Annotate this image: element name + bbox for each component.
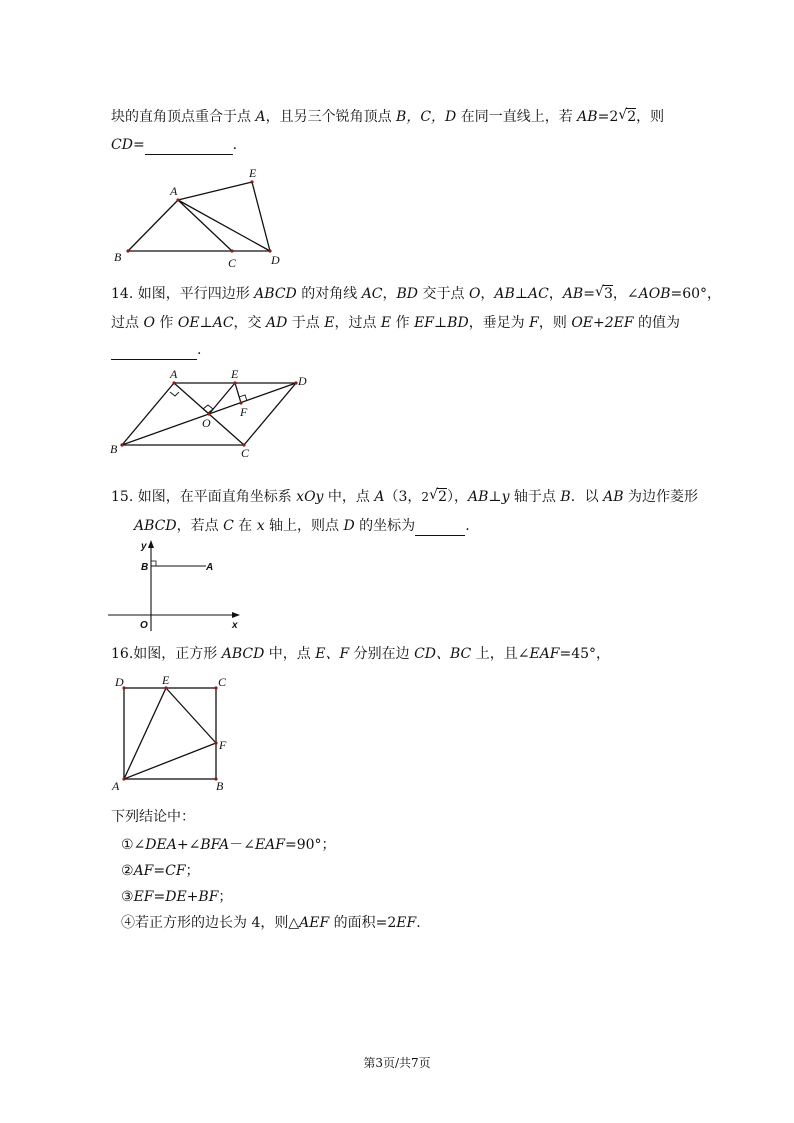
- label-E: E: [249, 166, 257, 180]
- label-y: y: [141, 541, 147, 552]
- text: 作: [391, 315, 415, 331]
- q14-line2: [111, 314, 680, 332]
- math-var: CD: [111, 137, 133, 153]
- text: 轴上，则点: [264, 518, 344, 534]
- page-footer: 第3页/共7页: [363, 1056, 431, 1070]
- label-E: E: [231, 367, 239, 381]
- text: ，: [548, 286, 563, 302]
- math-var: ABCD: [134, 518, 177, 534]
- text: 上，且∠: [471, 646, 530, 662]
- text: =: [132, 137, 145, 153]
- label-A: A: [206, 562, 214, 573]
- math-var: AB: [562, 286, 584, 302]
- text: ③: [121, 889, 134, 905]
- text: ①∠: [121, 837, 146, 853]
- label-C: C: [218, 675, 227, 689]
- q15-figure: [108, 538, 248, 634]
- text: .: [416, 915, 421, 931]
- q15-diagram: [108, 538, 248, 634]
- text: =45°，: [559, 646, 611, 662]
- sqrt: √ 2: [429, 487, 447, 505]
- math-var: D: [343, 518, 355, 534]
- label-D: D: [298, 374, 307, 388]
- text: 块的直角顶点重合于点: [111, 109, 256, 125]
- text: ，若点: [176, 518, 224, 534]
- math-var: AB: [467, 489, 489, 505]
- text: ②: [121, 863, 134, 879]
- label-A: A: [112, 779, 120, 793]
- math-var: BD: [396, 286, 419, 302]
- answer-blank[interactable]: [145, 136, 233, 155]
- text: .: [232, 137, 238, 153]
- math-var: xOy: [296, 489, 324, 505]
- text: 如图，平行四边形: [133, 286, 255, 302]
- text: +∠: [176, 837, 201, 853]
- q14-line1: [111, 285, 721, 303]
- math-var: C: [223, 518, 234, 534]
- math-var: DEA: [145, 837, 177, 853]
- text: 16.如图，正方形: [111, 646, 222, 662]
- math-var: E、F: [315, 646, 350, 662]
- math-var: OE⊥AC: [177, 315, 234, 331]
- q14-line3: [111, 341, 201, 360]
- radicand: 3: [603, 286, 613, 302]
- math-var: y: [501, 489, 510, 505]
- text: 分别在边: [349, 646, 415, 662]
- text: .: [197, 342, 202, 358]
- text: 2: [609, 109, 619, 125]
- math-var: AC: [361, 286, 383, 302]
- q16-line1: [111, 645, 610, 663]
- math-var: AF=CF: [133, 863, 186, 879]
- label-B: B: [114, 250, 122, 264]
- label-E: E: [162, 673, 170, 687]
- text: 的值为: [633, 315, 681, 331]
- text: （3，: [384, 489, 422, 505]
- text: 的对角线: [296, 286, 362, 302]
- text: ．以: [570, 489, 604, 505]
- text: 交于点: [418, 286, 469, 302]
- math-var: EF: [396, 915, 417, 931]
- q15-line1: [111, 488, 698, 506]
- text: ），: [446, 489, 468, 505]
- label-B: B: [110, 442, 118, 456]
- text: ④若正方形的边长为 4，则△: [121, 915, 300, 931]
- label-C: C: [228, 256, 237, 270]
- text: ，且另三个锐角顶点: [265, 109, 397, 125]
- text: =60°，: [670, 286, 722, 302]
- math-var: AOB: [638, 286, 671, 302]
- radicand: 2: [438, 489, 447, 505]
- math-var: AEF: [299, 915, 330, 931]
- label-O: O: [140, 620, 148, 631]
- label-A: A: [170, 367, 178, 381]
- label-A: A: [170, 184, 178, 198]
- text: 的面积=2: [329, 915, 397, 931]
- label-B: B: [141, 562, 149, 573]
- answer-blank[interactable]: [415, 517, 465, 536]
- label-D: D: [271, 253, 280, 267]
- text: ，: [382, 286, 397, 302]
- label-B: B: [216, 779, 224, 793]
- text: ，过点: [334, 315, 381, 331]
- text: =: [583, 286, 595, 302]
- math-var: A: [255, 109, 266, 125]
- text: ；: [218, 889, 233, 905]
- text: 于点: [287, 315, 325, 331]
- text: =: [597, 109, 610, 125]
- text: ，垂足为: [468, 315, 530, 331]
- text: .: [465, 518, 470, 534]
- sqrt: √ 3: [594, 284, 613, 302]
- label-D: D: [115, 675, 124, 689]
- math-var: EAF: [254, 837, 285, 853]
- q16-conclusion-1: [121, 836, 336, 854]
- math-var: x: [256, 518, 265, 534]
- text: ，: [480, 286, 495, 302]
- q13-diagram: [110, 160, 290, 272]
- text: 为边作菱形: [623, 489, 698, 505]
- text: －∠: [229, 837, 255, 853]
- math-var: BFA: [200, 837, 230, 853]
- q13-figure: [110, 160, 290, 272]
- text: 轴于点: [509, 489, 561, 505]
- q16-conclusion-3: [121, 888, 232, 906]
- math-var: ABCD: [254, 286, 297, 302]
- math-var: EF=DE+BF: [133, 889, 219, 905]
- answer-blank[interactable]: [111, 341, 197, 360]
- math-var: F: [529, 315, 539, 331]
- label-F: F: [219, 738, 227, 752]
- text: 下列结论中：: [111, 809, 195, 825]
- math-var: ABCD: [221, 646, 265, 662]
- q13-line2: [111, 136, 237, 155]
- text: 作: [154, 315, 178, 331]
- q16-conclusion-4: [121, 914, 421, 932]
- text: ，则: [538, 315, 572, 331]
- math-var: EF⊥BD: [414, 315, 469, 331]
- label-F: F: [240, 405, 248, 419]
- text: ，∠: [612, 286, 639, 302]
- math-var: CD、BC: [414, 646, 472, 662]
- q14-diagram: [110, 365, 320, 465]
- x-axis-arrow: [232, 612, 240, 618]
- text: ；: [185, 863, 200, 879]
- q16-figure: [108, 670, 238, 796]
- text: 过点: [111, 315, 144, 331]
- text: 在: [233, 518, 257, 534]
- math-var: E: [380, 315, 392, 331]
- q16-intro: [111, 808, 195, 826]
- q16-conclusion-2: [121, 862, 200, 880]
- label-O: O: [202, 416, 211, 430]
- sqrt: √ 2: [618, 107, 637, 125]
- radicand: 2: [627, 109, 637, 125]
- label-C: C: [241, 446, 250, 460]
- text: 中，点: [323, 489, 375, 505]
- math-var: B，C，D: [396, 109, 457, 125]
- math-var: O: [143, 315, 155, 331]
- math-var: AB: [603, 489, 624, 505]
- text: =90°；: [285, 837, 336, 853]
- math-var: AB⊥AC: [494, 286, 549, 302]
- math-var: OE+2EF: [571, 315, 634, 331]
- q13-line1: [111, 108, 664, 126]
- text: ，交: [233, 315, 266, 331]
- math-var: EAF: [529, 646, 560, 662]
- text: 的坐标为: [354, 518, 416, 534]
- math-var: A: [374, 489, 385, 505]
- math-var: AB: [577, 109, 598, 125]
- text: 中，点: [264, 646, 316, 662]
- q14-figure: [110, 365, 320, 465]
- text: ，则: [636, 109, 665, 125]
- label-x: x: [232, 620, 238, 631]
- text: 在同一直线上，若: [456, 109, 578, 125]
- question-number: 15.: [111, 489, 134, 505]
- text: 如图，在平面直角坐标系: [133, 489, 297, 505]
- math-var: B: [560, 489, 571, 505]
- math-var: O: [468, 286, 481, 302]
- q16-diagram: [108, 670, 238, 796]
- text: ⊥: [488, 489, 502, 505]
- y-axis-arrow: [148, 540, 154, 548]
- question-number: 14.: [111, 286, 134, 302]
- q15-line2: [134, 517, 470, 536]
- text: 2: [421, 490, 430, 504]
- math-var: E: [324, 315, 335, 331]
- math-var: AD: [265, 315, 288, 331]
